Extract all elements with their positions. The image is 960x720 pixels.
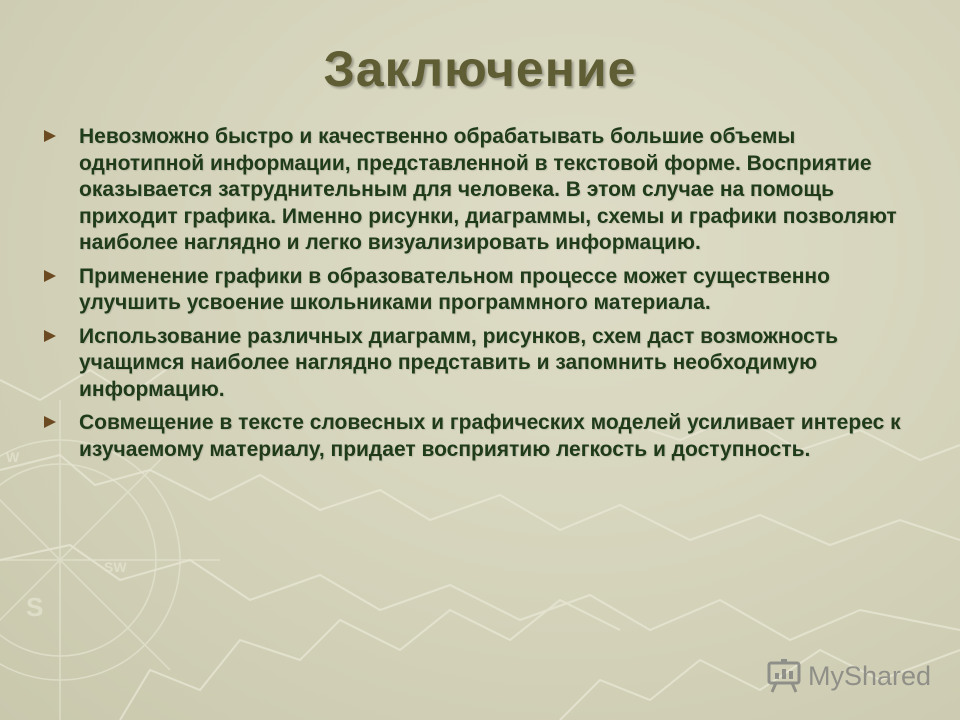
svg-text:W: W (6, 449, 20, 465)
svg-text:S: S (26, 592, 44, 622)
presentation-board-icon (766, 658, 802, 694)
bullet-item (44, 410, 924, 463)
bullet-text: Невозможно быстро и качественно обрабатывать большие объемы однотипной информации, представленной в текстовой форме. Восприятие оказывается затруднительным для человека. В этом случае на помощь приходит графика. Именно рисунки, диаграммы, схемы и графики позволяют наиболее наглядно и легко визуализировать информацию. (79, 125, 897, 254)
bullet-item (44, 124, 924, 257)
bullet-arrow-icon (44, 330, 56, 342)
bullet-arrow-icon (44, 416, 56, 428)
watermark-text: MyShared (808, 660, 932, 691)
bullet-text: Совмещение в тексте словесных и графических моделей усиливает интерес к изучаемому материалу, придает восприятию легкость и доступность. (79, 411, 901, 461)
slide-title: Заключение (323, 41, 637, 97)
svg-text:SW: SW (104, 559, 127, 575)
bullet-item (44, 324, 924, 404)
bullet-item (44, 264, 924, 317)
bullet-arrow-icon (44, 270, 56, 282)
bullet-arrow-icon (44, 130, 56, 142)
bullet-list (44, 124, 924, 470)
myshared-watermark (766, 656, 931, 696)
bullet-text: Использование различных диаграмм, рисунков, схем даст возможность учащимся наиболее наглядно представить и запомнить необходимую информацию. (79, 324, 839, 401)
bullet-text: Применение графики в образовательном процессе может существенно улучшить усвоение школьниками программного материала. (79, 264, 830, 314)
